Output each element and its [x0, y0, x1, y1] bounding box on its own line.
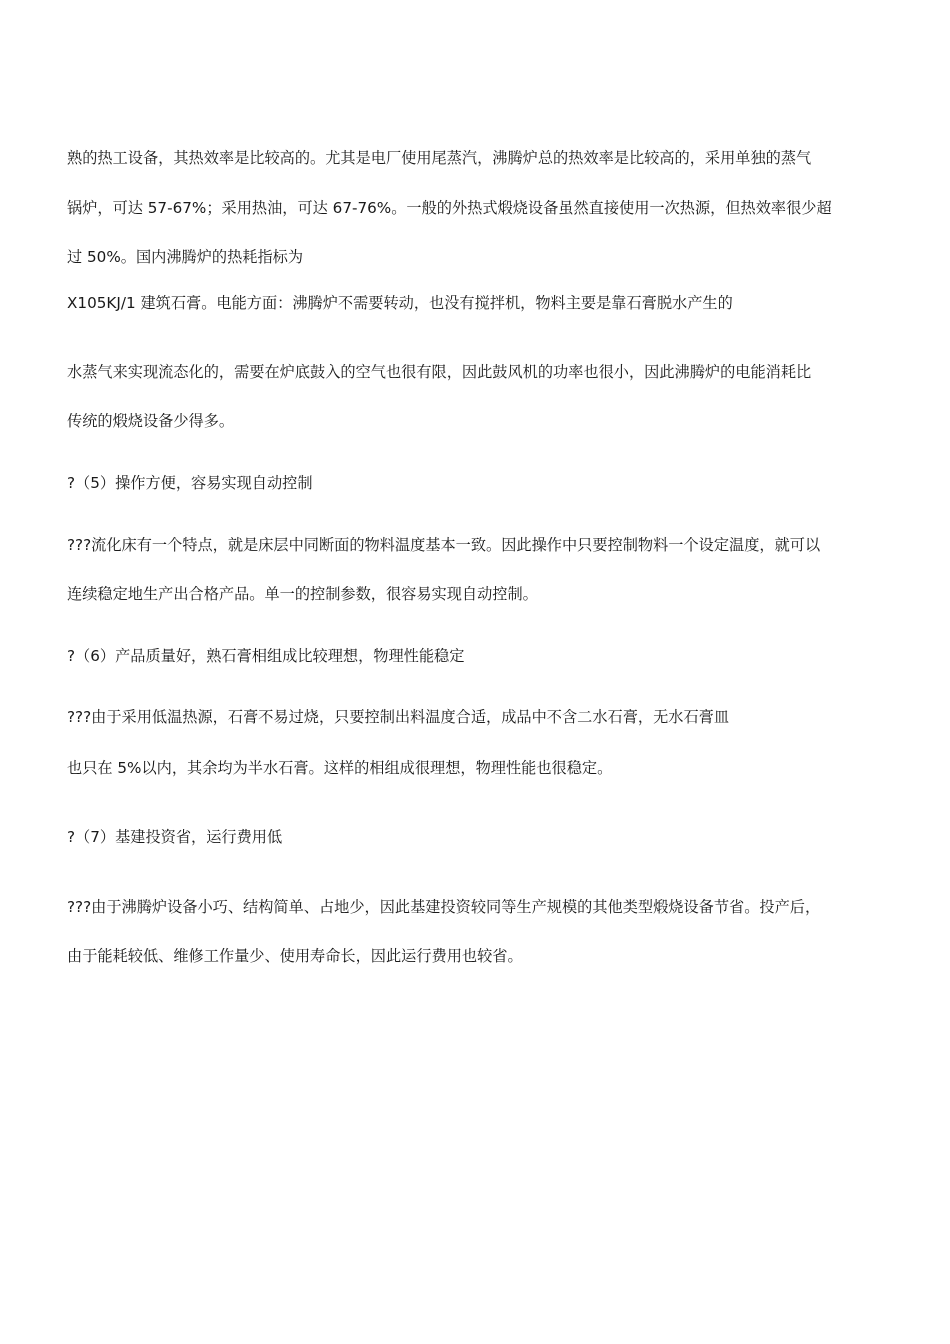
paragraph-line: 连续稳定地生产出合格产品。单一的控制参数，很容易实现自动控制。: [67, 585, 538, 603]
paragraph-line: ???由于沸腾炉设备小巧、结构简单、占地少，因此基建投资较同等生产规模的其他类型煅烧设备节省。投产后，: [67, 898, 821, 916]
paragraph-line: X105KJ/1 建筑石膏。电能方面：沸腾炉不需要转动，也没有搅拌机，物料主要是靠石膏脱水产生的: [67, 294, 733, 312]
paragraph-line: 也只在 5%以内，其余均为半水石膏。这样的相组成很理想，物理性能也很稳定。: [67, 759, 613, 777]
paragraph-line: 过 50%。国内沸腾炉的热耗指标为: [67, 248, 304, 266]
paragraph-line: ???由于采用低温热源，石膏不易过烧，只要控制出料温度合适，成品中不含二水石膏，无水石膏皿: [67, 708, 730, 726]
section-heading: ?（6）产品质量好，熟石膏相组成比较理想，物理性能稳定: [67, 647, 465, 665]
paragraph-line: 水蒸气来实现流态化的，需要在炉底鼓入的空气也很有限，因此鼓风机的功率也很小，因此沸腾炉的电能消耗比: [67, 363, 812, 381]
section-heading: ?（7）基建投资省，运行费用低: [67, 828, 283, 846]
paragraph-line: 锅炉，可达 57-67%；采用热油，可达 67-76%。一般的外热式煅烧设备虽然直接使用一次热源，但热效率很少超: [67, 199, 832, 217]
paragraph-line: 熟的热工设备，其热效率是比较高的。尤其是电厂使用尾蒸汽，沸腾炉总的热效率是比较高的，采用单独的蒸气: [67, 149, 812, 167]
paragraph-line: 传统的煅烧设备少得多。: [67, 412, 235, 430]
section-heading: ?（5）操作方便，容易实现自动控制: [67, 474, 313, 492]
paragraph-line: 由于能耗较低、维修工作量少、使用寿命长，因此运行费用也较省。: [67, 947, 523, 965]
paragraph-line: ???流化床有一个特点，就是床层中同断面的物料温度基本一致。因此操作中只要控制物料一个设定温度，就可以: [67, 536, 821, 554]
